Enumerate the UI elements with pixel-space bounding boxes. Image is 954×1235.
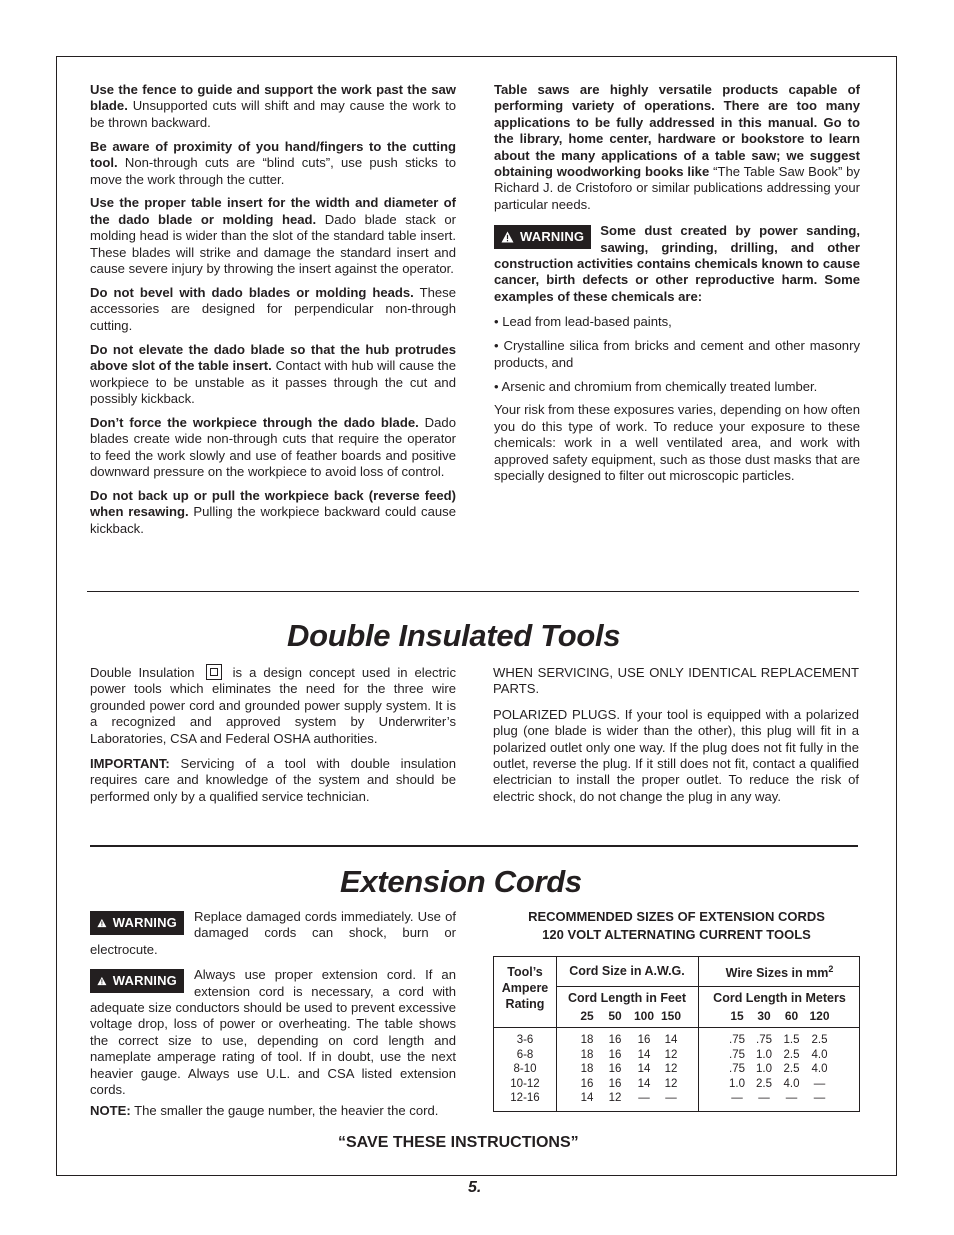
extension-cords-heading: Extension Cords: [340, 864, 582, 899]
table-cell: .75: [729, 1048, 745, 1061]
table-divider: [556, 957, 557, 1111]
feet-header: Cord Length in Feet: [567, 991, 687, 1005]
feet-column-labels: 25 50 100 150: [580, 1009, 682, 1023]
table-cell: 12: [664, 1077, 678, 1090]
table-row: [574, 1077, 684, 1092]
rule-paragraph: Be aware of proximity of you hand/fingers to the cutting tool. Non-through cuts are “blind cuts”, use push sticks to move the work through the cutter.: [90, 138, 456, 187]
warning-triangle-icon: [501, 231, 514, 243]
warning-badge: WARNING: [90, 911, 184, 935]
double-insulation-paragraph: Double Insulation is a design concept used in electric power tools which eliminates the need for the three wire grounded power cord and grounded power supply system. It is a recognized and approved system by Underwriter’s Laboratories, CSA and Federal OSHA authorities.: [90, 665, 457, 746]
rule-paragraph: Use the fence to guide and support the work past the saw blade. Unsupported cuts will shift and may cause the work to be thrown backward.: [90, 82, 456, 130]
meter-column-labels: 15 30 60 120: [730, 1009, 830, 1023]
table-divider: [556, 986, 859, 987]
rule-paragraph: Do not bevel with dado blades or molding heads. These accessories are designed for perpendicular non-through cutting.: [90, 284, 456, 333]
wire-size-header: Wire Sizes in $mm^2$: [725, 964, 834, 981]
awg-header: Cord Size in A.W.G.: [569, 964, 685, 978]
table-cell: .75: [756, 1034, 772, 1046]
table-cell: 4.0: [811, 1048, 828, 1061]
servicing-paragraph: WHEN SERVICING, USE ONLY IDENTICAL REPLACEMENT PARTS.: [493, 665, 859, 697]
bullet-item: • Arsenic and chromium from chemically treated lumber.: [494, 378, 818, 394]
table-cell: 1.0: [756, 1048, 772, 1061]
bullet-item: • Lead from lead-based paints,: [494, 314, 672, 330]
table-row: [574, 1091, 684, 1106]
table-divider: [494, 1027, 859, 1028]
warning-triangle-icon: [97, 975, 107, 987]
table-cell: 16: [608, 1063, 622, 1076]
double-insulated-left: [90, 664, 456, 813]
gauge-note: NOTE: The smaller the gauge number, the heavier the cord.: [90, 1102, 439, 1118]
table-cell: —: [731, 1092, 743, 1105]
table-cell: 1.0: [756, 1063, 772, 1076]
table-cell: 2.5: [756, 1077, 772, 1090]
rule-paragraph: Don’t force the workpiece through the dado blade. Dado blades create wide non-through cuts that require the operator to feed the work slowly and use of feather boards and positive downward pressure on the workpiece to avoid loss of control.: [90, 414, 456, 480]
table-cell: 14: [637, 1063, 651, 1076]
table-cell: 2.5: [783, 1063, 800, 1076]
bullet-item: • Crystalline silica from bricks and cement and other masonry products, and: [494, 338, 860, 370]
table-row: [574, 1048, 684, 1063]
table-row: [724, 1062, 834, 1077]
table-cell: —: [813, 1092, 826, 1105]
warning-triangle-icon: [97, 917, 107, 929]
table-row: [724, 1048, 834, 1063]
section-divider: [90, 845, 858, 847]
table-cell: 12: [608, 1092, 622, 1105]
table-cell: 2.5: [783, 1048, 800, 1061]
double-insulated-heading: Double Insulated Tools: [287, 618, 621, 653]
mm-values: [724, 1033, 834, 1106]
double-insulation-icon: [206, 664, 222, 680]
table-cell: 18: [580, 1048, 594, 1061]
double-insulated-right: [493, 665, 859, 813]
table-row: [724, 1091, 834, 1106]
save-instructions: “SAVE THESE INSTRUCTIONS”: [338, 1134, 579, 1151]
table-row: [724, 1077, 834, 1092]
table-cell: 16: [580, 1077, 594, 1090]
table-cell: 12: [664, 1048, 678, 1061]
rule-paragraph: Do not back up or pull the workpiece back (reverse feed) when resawing. Pulling the workpiece backward could cause kickback.: [90, 487, 456, 536]
table-cell: 18: [580, 1034, 594, 1046]
table-cell: .75: [729, 1034, 745, 1046]
table-cell: 16: [608, 1048, 622, 1061]
awg-values: [574, 1033, 684, 1106]
closing-paragraph: Your risk from these exposures varies, depending on how often you do this type of work. To reduce your exposure to these chemicals: work in a well ventilated area, and work with approved safety equipment, such as those dust masks that are specially designed to filter out microscopic particles.: [494, 402, 860, 484]
table-cell: —: [813, 1077, 826, 1090]
table-cell: —: [758, 1092, 770, 1105]
table-row: [724, 1033, 834, 1048]
table-cell: 14: [637, 1048, 651, 1061]
top-right-column: [494, 82, 860, 492]
rule-paragraph: Use the proper table insert for the width and diameter of the dado blade or molding head. Dado blade stack or molding head is wider than the slot of the standard table insert. These blades will strike and damage the standard insert and cause severe injury by throwing the insert against the operator.: [90, 195, 456, 277]
section-divider: [87, 591, 859, 592]
table-cell: .75: [729, 1063, 745, 1076]
important-paragraph: IMPORTANT: Servicing of a tool with double insulation requires care and knowledge of the system and should be performed only by a qualified service technician.: [90, 756, 456, 804]
warning-badge: WARNING: [90, 969, 184, 993]
damaged-cords-warning: WARNING Replace damaged cords immediately. Use of damaged cords can shock, burn or electrocute.: [90, 909, 456, 957]
ampere-rating-header: Tool’s Ampere Rating: [501, 965, 549, 1011]
rule-paragraph: Do not elevate the dado blade so that the hub protrudes above slot of the table insert. Contact with hub will cause the workpiece to be unstable as it passes through the cut and possibly kickback.: [90, 341, 456, 406]
warning-badge: WARNING: [494, 225, 591, 249]
meters-header: Cord Length in Meters: [713, 991, 846, 1005]
table-title: RECOMMENDED SIZES OF EXTENSION CORDS 120 VOLT ALTERNATING CURRENT TOOLS: [528, 909, 825, 942]
page-number: 5.: [468, 1179, 482, 1196]
table-cell: 14: [637, 1077, 651, 1090]
table-cell: 18: [580, 1063, 594, 1076]
table-cell: 16: [608, 1077, 622, 1090]
proper-cord-warning: WARNING Always use proper extension cord. If an extension cord is necessary, a cord with adequate size conductors should be used to prevent excessive voltage drop, loss of power or overheating. The table shows the correct size to use, depending on cord length and nameplate amperage rating of tool. If in doubt, use the next heavier gauge. Always use U.L. and CSA listed extension cords.: [90, 967, 456, 1098]
table-row: [574, 1062, 684, 1077]
table-cell: 12: [664, 1063, 678, 1076]
table-cell: —: [665, 1092, 677, 1105]
table-cell: 2.5: [811, 1034, 828, 1046]
dust-warning-paragraph: WARNING Some dust created by power sanding, sawing, grinding, drilling, and other construction activities contains chemicals known to cause cancer, birth defects or other reproductive harm. Some examples of these chemicals are:: [494, 223, 860, 304]
table-cell: 1.0: [729, 1077, 745, 1090]
table-row: [574, 1033, 684, 1048]
table-cell: 4.0: [811, 1063, 828, 1076]
table-cell: 4.0: [783, 1077, 800, 1090]
table-cell: 14: [664, 1034, 678, 1046]
table-cell: 16: [608, 1034, 622, 1046]
top-left-column: [90, 82, 456, 545]
table-cell: —: [638, 1092, 650, 1105]
table-cell: 1.5: [783, 1034, 800, 1046]
intro-paragraph: Table saws are highly versatile products capable of performing variety of operations. There are too many applications to be fully addressed in this manual. Go to the library, home center, hardware or bookstore to learn about the many applications of a table saw; we suggest obtaining woodworking books like “The Table Saw Book” by Richard J. de Cristoforo or similar publications addressing your particular needs.: [494, 82, 860, 212]
table-cell: 16: [637, 1034, 651, 1046]
ampere-ratings: 3-6 6-8 8-10 10-12 12-16: [510, 1034, 540, 1105]
table-cell: 14: [580, 1092, 594, 1105]
extension-cord-table: [493, 956, 860, 1112]
extension-cords-text: [90, 909, 456, 1127]
table-cell: —: [785, 1092, 798, 1105]
polarized-paragraph: POLARIZED PLUGS. If your tool is equipped with a polarized plug (one blade is wider than the other), this plug will fit in a polarized outlet only one way. If the plug does not fit fully in the outlet, reverse the plug. If it still does not fit, contact a qualified electrician to install the proper outlet. To reduce the risk of electric shock, do not change the plug in any way.: [493, 706, 859, 804]
